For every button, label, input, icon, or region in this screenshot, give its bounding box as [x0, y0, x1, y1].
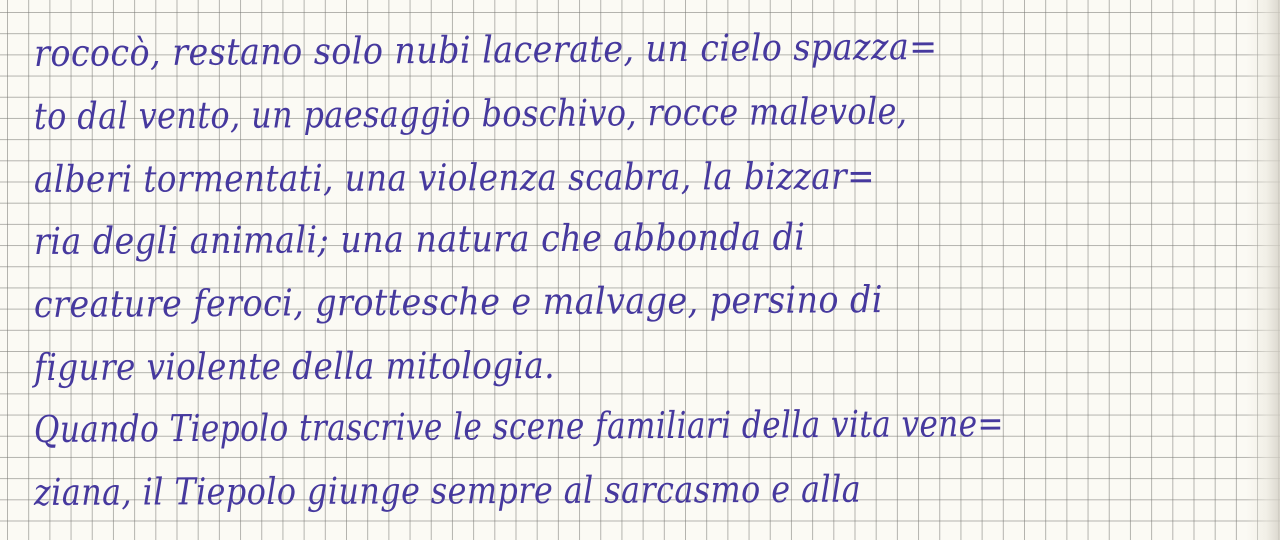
page-edge-shadow: [1246, 0, 1280, 540]
handwritten-line-1: rococò, restano solo nubi lacerate, un cielo spazza=: [33, 24, 938, 75]
handwritten-line-7: Quando Tiepolo trascrive le scene familiari della vita vene=: [33, 401, 1005, 451]
handwritten-line-4: ria degli animali; una natura che abbonda di: [33, 215, 806, 263]
handwritten-line-2: to dal vento, un paesaggio boschivo, rocce malevole,: [33, 89, 908, 138]
handwritten-line-3: alberi tormentati, una violenza scabra, la bizzar=: [33, 154, 875, 201]
handwritten-line-6: figure violente della mitologia.: [33, 343, 556, 389]
handwritten-line-8: ziana, il Tiepolo giunge sempre al sarcasmo e alla: [33, 467, 862, 514]
handwritten-line-5: creature feroci, grottesche e malvage, persino di: [33, 278, 883, 326]
